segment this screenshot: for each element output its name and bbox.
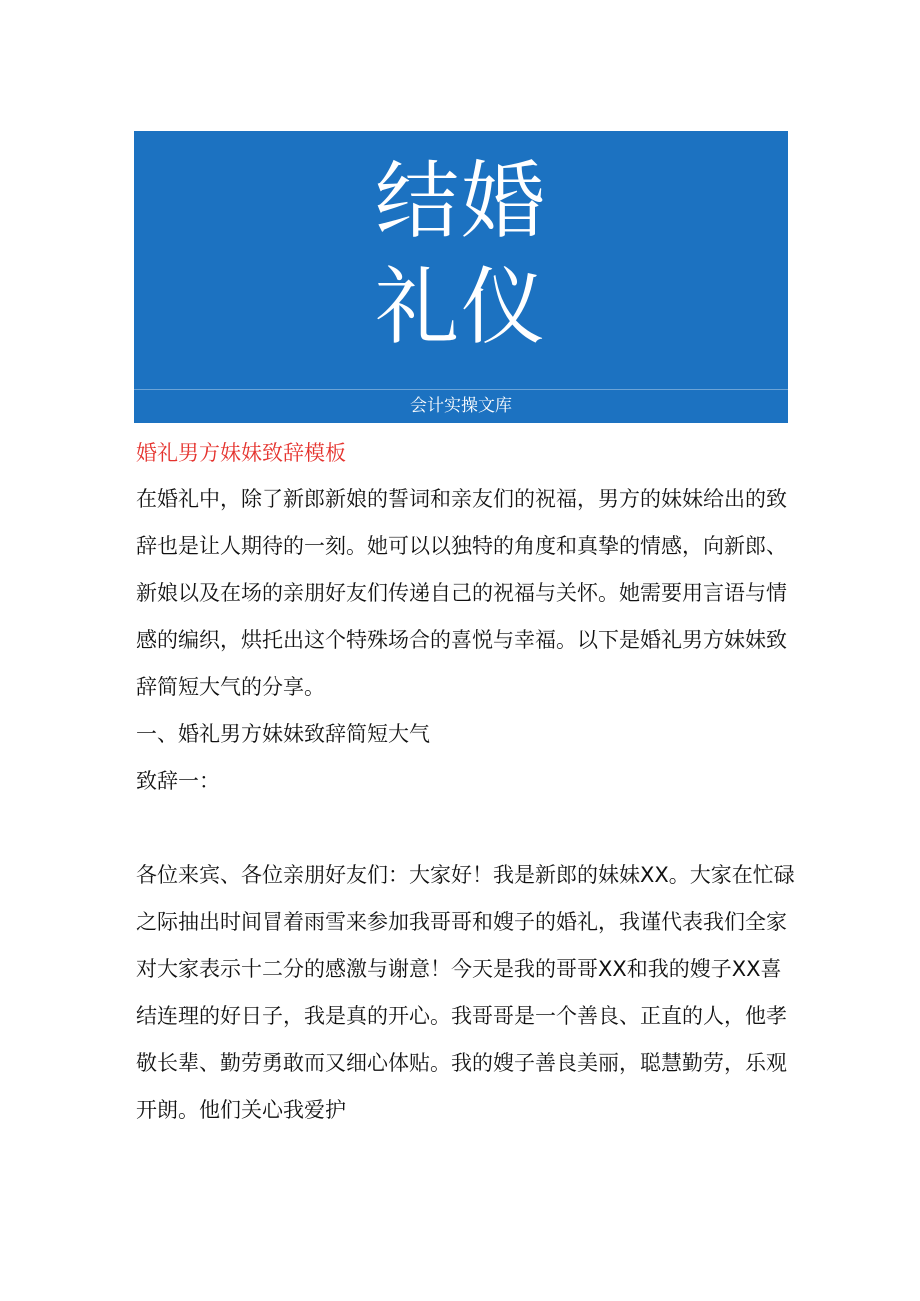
cover-title-line2: 礼仪	[374, 258, 547, 356]
intro-paragraph: 在婚礼中，除了新郎新娘的誓词和亲友们的祝福，男方的妹妹给出的致辞也是让人期待的一刻。她可以以独特的角度和真挚的情感，向新郎、新娘以及在场的亲朋好友们传递自己的祝福与关怀。她需要用言语与情感的编织，烘托出这个特殊场合的喜悦与幸福。以下是婚礼男方妹妹致辞简短大气的分享。	[136, 487, 787, 699]
cover-title-line1: 结婚	[374, 152, 547, 250]
speech-label: 致辞一：	[136, 769, 220, 793]
document-title: 婚礼男方妹妹致辞模板	[136, 441, 346, 465]
cover-subtitle: 会计实操文库	[410, 396, 512, 416]
blank-line	[136, 805, 796, 852]
section-heading: 一、婚礼男方妹妹致辞简短大气	[136, 722, 430, 746]
cover-divider	[134, 389, 788, 390]
document-body	[136, 438, 796, 1134]
cover-banner	[134, 131, 788, 423]
speech-paragraph: 各位来宾、各位亲朋好友们：大家好！我是新郎的妹妹XX。大家在忙碌之际抽出时间冒着雨雪来参加我哥哥和嫂子的婚礼，我谨代表我们全家对大家表示十二分的感激与谢意！今天是我的哥哥XX和我的嫂子XX喜结连理的好日子，我是真的开心。我哥哥是一个善良、正直的人，他孝敬长辈、勤劳勇敢而又细心体贴。我的嫂子善良美丽，聪慧勤劳，乐观开朗。他们关心我爱护	[136, 863, 795, 1122]
